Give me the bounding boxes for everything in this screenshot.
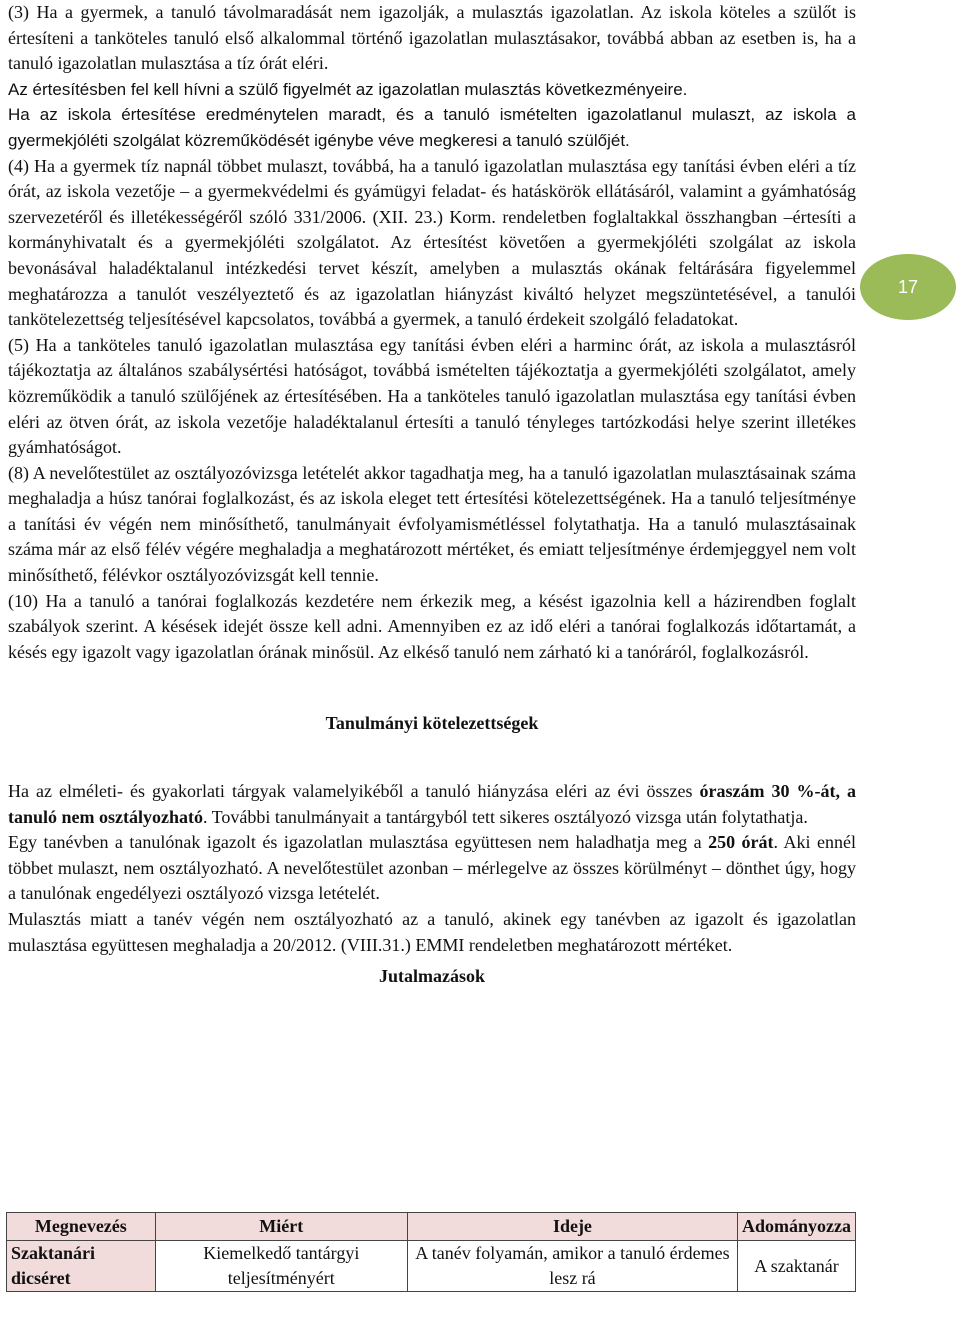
table-header-row (7, 1213, 856, 1241)
paragraph-repeat: Ha az iskola értesítése eredménytelen maradt, és a tanuló ismételten igazolatlanul mulaszt, az iskola a gyermekjóléti szolgálat közreműködését igénybe véve megkeresi a tanuló szülőjét. (8, 105, 856, 150)
paragraph-5: (5) Ha a tanköteles tanuló igazolatlan mulasztása egy tanítási évben eléri a harminc órát, az iskola a mulasztásról tájékoztatja az általános szabálysértési hatóságot, továbbá ismételten tájékoztatja a gyermekjóléti szolgálatot, amely közreműködik a tanuló szülőjének az értesítésében. Ha a tanköteles tanuló igazolatlan mulasztása egy tanítási évben eléri az ötven órát, az iskola vezetője haladéktalanul értesíti a tanuló tényleges tartózkodási helye szerint illetékes gyámhatóságot. (8, 334, 856, 458)
obligations-paragraph-2: Egy tanévben a tanulónak igazolt és igazolatlan mulasztása együttesen nem haladhatja meg a 250 órát. Aki ennél többet mulaszt, nem osztályozható. A nevelőtestület azonban – mérlegelve az összes körülményt – dönthet úgy, hogy a tanulónak engedélyezi osztályozó vizsga letételét. (8, 832, 856, 904)
header-name: Megnevezés (7, 1213, 156, 1241)
paragraph-3: (3) Ha a gyermek, a tanuló távolmaradását nem igazolják, a mulasztás igazolatlan. Az iskola köteles a szülőt is értesíteni a tanköteles tanuló első alkalommal történő igazolatlan mulasztásakor, továbbá abban az esetben is, ha a tanuló igazolatlan mulasztása a tíz órát eléri. (8, 2, 856, 74)
cell-why: Kiemelkedő tantárgyi teljesítményért (155, 1241, 407, 1292)
paragraph-10: (10) Ha a tanuló a tanórai foglalkozás kezdetére nem érkezik meg, a késést igazolnia kell a házirendben foglalt szabályok szerint. A késések idejét össze kell adni. Amennyiben ez az idő eléri a tanórai foglalkozás időtartamát, a késés egy igazolt vagy igazolatlan órának minősül. Az elkéső tanuló nem zárható ki a tanóráról, foglalkozásról. (8, 590, 856, 662)
rewards-table (6, 1212, 856, 1292)
section-title-rewards: Jutalmazások (378, 966, 485, 987)
page-number: 17 (897, 276, 919, 297)
header-awarded-by: Adományozza (737, 1213, 855, 1241)
obligations-paragraph-3: Mulasztás miatt a tanév végén nem osztályozható az a tanuló, akinek egy tanévben az igazolt és igazolatlan mulasztása együttesen meghaladja a 20/2012. (VIII.31.) EMMI rendeletben meghatározott mértéket. (8, 909, 856, 955)
paragraph-notice: Az értesítésben fel kell hívni a szülő figyelmét az igazolatlan mulasztás következményeire. (8, 79, 688, 99)
document-body (8, 0, 856, 990)
section-title-obligations: Tanulmányi kötelezettségek (325, 713, 539, 734)
table-row (7, 1241, 856, 1292)
cell-name: Szaktanári dicséret (7, 1241, 156, 1292)
obligations-paragraph-1: Ha az elméleti- és gyakorlati tárgyak valamelyikéből a tanuló hiányzása eléri az évi összes óraszám 30 %-át, a tanuló nem osztályozható. További tanulmányait a tantárgyból tett sikeres osztályozó vizsga után folytathatja. (8, 781, 856, 827)
paragraph-4: (4) Ha a gyermek tíz napnál többet mulaszt, továbbá, ha a tanuló igazolatlan mulasztása egy tanítási évben eléri a tíz órát, az iskola vezetője – a gyermekvédelmi és gyámügyi feladat- és hatáskörök ellátásáról, valamint a gyámhatóság szervezetéről és illetékességéről szóló 331/2006. (XII. 23.) Korm. rendeletben foglaltakkal összhangban –értesíti a kormányhivatalt és a gyermekjóléti szolgálatot. Az értesítést követően a gyermekjóléti szolgálat az iskola bevonásával haladéktalanul intézkedési tervet készít, amelyben a mulasztás okának feltárására figyelemmel meghatározza a tanulót veszélyeztető és az igazolatlan hiányzást kiváltó helyzet megszüntetésével, a tanulói tankötelezettség teljesítésével kapcsolatos, továbbá a gyermek, a tanuló érdekeit szolgáló feladatokat. (8, 155, 856, 330)
paragraph-8: (8) A nevelőtestület az osztályozóvizsga letételét akkor tagadhatja meg, ha a tanuló igazolatlan mulasztásainak száma meghaladja a húsz tanórai foglalkozást, és az iskola eleget tett értesítési kötelezettségének. Ha a tanuló teljesítménye a tanítási év végén nem minősíthető, tanulmányait évfolyamismétléssel folytathatja. Ha a tanuló mulasztásainak száma már az első félév végére meghaladja a meghatározott mértéket, és emiatt teljesítménye érdemjeggyel nem volt minősíthető, félévkor osztályozóvizsgát kell tennie. (8, 462, 856, 586)
cell-awarded-by: A szaktanár (737, 1241, 855, 1292)
header-why: Miért (155, 1213, 407, 1241)
cell-when: A tanév folyamán, amikor a tanuló érdemes lesz rá (407, 1241, 737, 1292)
header-when: Ideje (407, 1213, 737, 1241)
page-number-badge (860, 254, 956, 320)
